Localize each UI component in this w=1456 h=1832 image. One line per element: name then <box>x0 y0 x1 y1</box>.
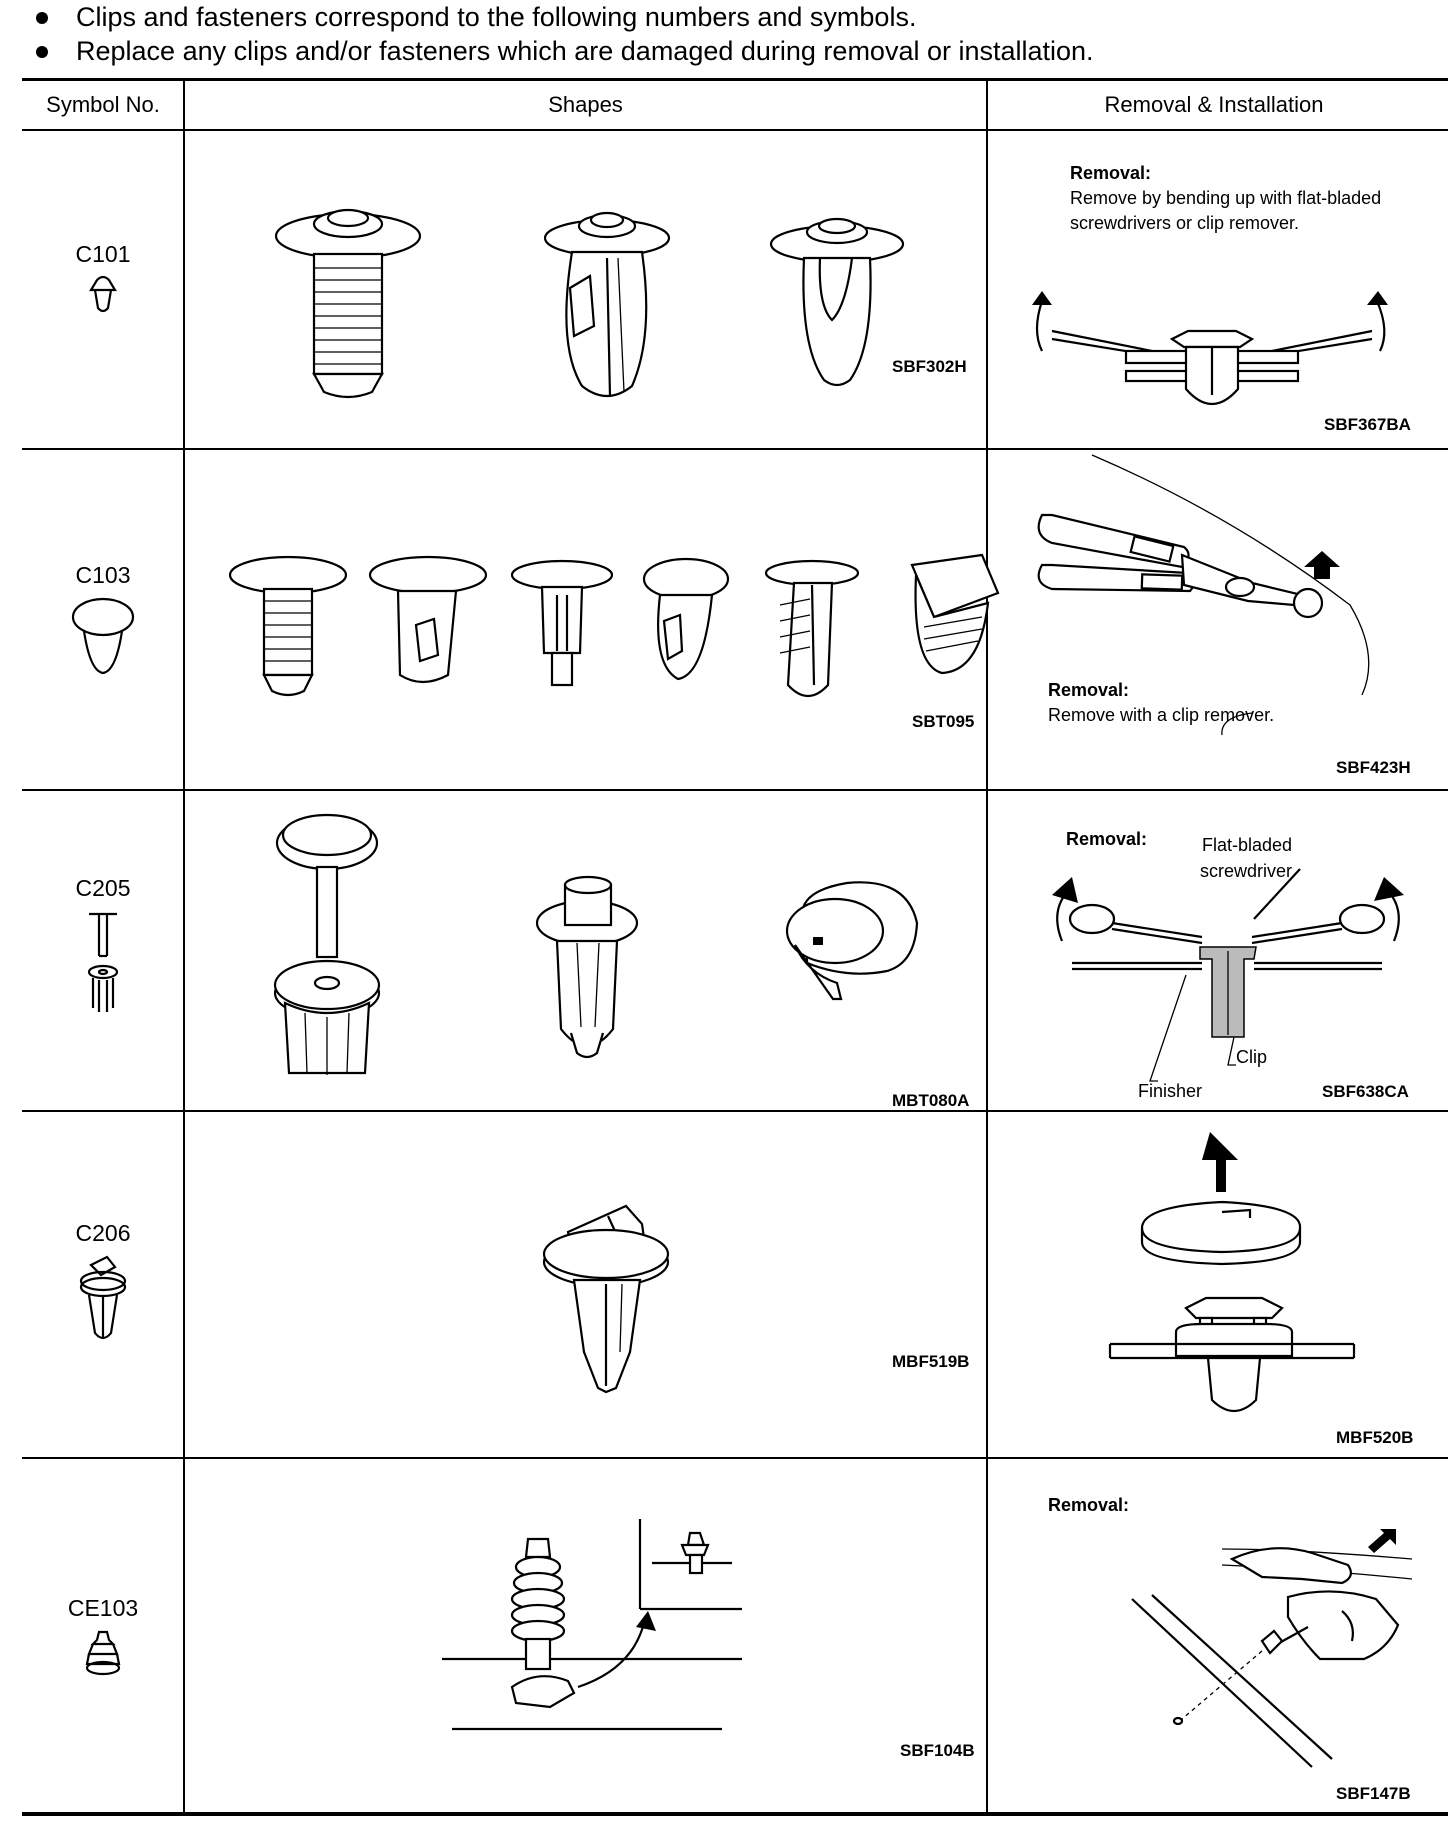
symbol-number: CE103 <box>67 1595 139 1621</box>
callout-screwdriver: screwdriver <box>1200 861 1293 881</box>
figure-code: SBF423H <box>1336 758 1411 777</box>
c205-symbol-icon <box>85 908 121 1018</box>
table-row <box>22 791 1448 1110</box>
c101-symbol-icon <box>88 274 118 316</box>
c206-removal-figure <box>1102 1132 1362 1422</box>
intro-bullet <box>22 34 1442 68</box>
symbol-number: C103 <box>75 562 131 588</box>
figure-code: SBF638CA <box>1322 1082 1409 1101</box>
symbol-cell <box>22 562 184 677</box>
removal-label: Removal: <box>1070 163 1152 183</box>
callout-clip: Clip <box>1236 1047 1268 1067</box>
ce103-shapes-figure <box>442 1519 762 1739</box>
ce103-removal-figure <box>1112 1529 1442 1769</box>
table-row <box>22 1459 1448 1811</box>
c205-shapes-figure <box>247 813 1007 1093</box>
figure-code: SBT095 <box>912 712 975 731</box>
removal-text: Remove by bending up with flat-bladed screwdrivers or clip remover. <box>1070 188 1382 233</box>
removal-text: Remove with a clip remover. <box>1048 705 1275 725</box>
figure-code: SBF147B <box>1336 1784 1411 1803</box>
c206-shapes-figure <box>522 1202 702 1402</box>
removal-label: Removal: <box>1066 829 1148 849</box>
table-row <box>22 131 1448 448</box>
table-row <box>22 450 1448 789</box>
intro-notes <box>22 0 1442 68</box>
removal-note <box>1048 678 1408 728</box>
bullet-dot-icon <box>36 12 48 24</box>
symbol-number: C206 <box>75 1220 131 1246</box>
figure-code: SBF367BA <box>1324 415 1411 434</box>
figure-code: MBF519B <box>892 1352 970 1371</box>
removal-label: Removal: <box>1048 680 1130 700</box>
header-symbol-no: Symbol No. <box>46 92 160 117</box>
c101-removal-figure <box>1022 291 1422 431</box>
table-row <box>22 1112 1448 1457</box>
ce103-symbol-icon <box>83 1628 123 1678</box>
removal-label: Removal: <box>1048 1495 1130 1515</box>
removal-note <box>1070 161 1400 236</box>
figure-code: MBT080A <box>892 1091 970 1110</box>
bullet-dot-icon <box>36 46 48 58</box>
c103-shapes-figure <box>212 555 1002 755</box>
c101-shapes-figure <box>252 196 1002 446</box>
c103-symbol-icon <box>70 595 136 677</box>
header-shapes: Shapes <box>548 92 623 117</box>
intro-bullet-text: Clips and fasteners correspond to the following numbers and symbols. <box>76 2 917 32</box>
symbol-cell <box>22 875 184 1018</box>
callout-flat-bladed: Flat-bladed <box>1202 835 1293 855</box>
symbol-cell <box>22 1220 184 1345</box>
symbol-cell <box>22 1595 184 1678</box>
figure-code: SBF104B <box>900 1741 975 1760</box>
table-bottom-rule <box>22 1812 1448 1816</box>
symbol-cell <box>22 241 184 316</box>
figure-code: MBF520B <box>1336 1428 1414 1447</box>
figure-code: SBF302H <box>892 357 967 376</box>
intro-bullet-text: Replace any clips and/or fasteners which are damaged during removal or installation. <box>76 36 1094 66</box>
intro-bullet <box>22 0 1442 34</box>
c205-removal-figure <box>1022 851 1442 1071</box>
callout-finisher: Finisher <box>1138 1081 1203 1101</box>
header-removal-installation: Removal & Installation <box>1104 92 1324 117</box>
symbol-number: C101 <box>75 241 131 267</box>
c206-symbol-icon <box>77 1253 129 1345</box>
symbol-number: C205 <box>75 875 131 901</box>
